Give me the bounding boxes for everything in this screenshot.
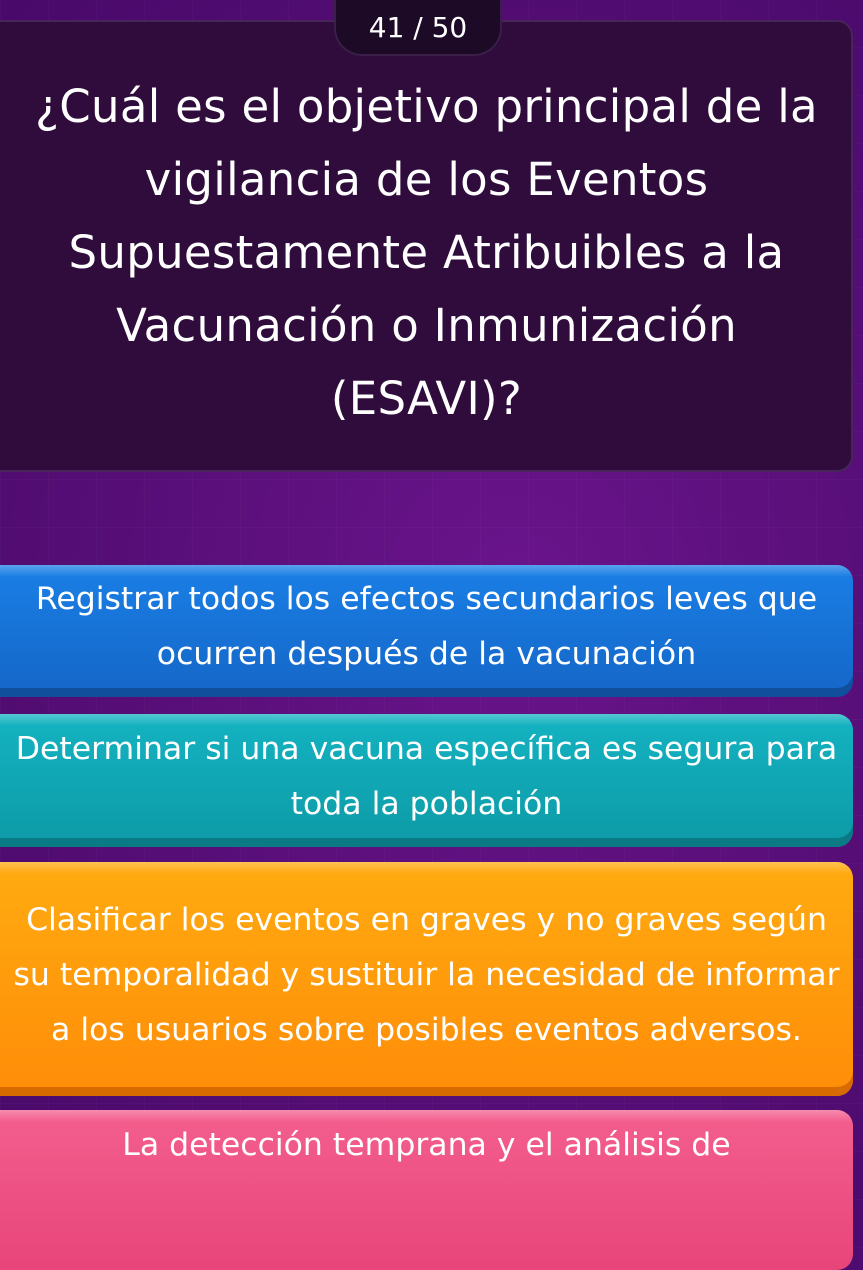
answer-option-4-label: La detección temprana y el análisis de	[122, 1127, 731, 1163]
answer-option-1[interactable]	[0, 565, 853, 697]
question-text: ¿Cuál es el objetivo principal de la vigilancia de los Eventos Supuestamente Atribuibles a la Vacunación o Inmunización (ESAVI)?	[35, 79, 818, 425]
answer-option-4[interactable]	[0, 1110, 853, 1270]
question-card	[0, 20, 853, 472]
answer-option-3[interactable]	[0, 862, 853, 1096]
answer-option-1-label: Registrar todos los efectos secundarios leves que ocurren después de la vacunación	[35, 581, 818, 672]
answer-option-2[interactable]	[0, 714, 853, 847]
question-counter-text: 41 / 50	[368, 10, 468, 44]
question-counter	[334, 0, 502, 56]
answer-option-3-label: Clasificar los eventos en graves y no graves según su temporalidad y sustituir la necesidad de informar a los usuarios sobre posibles eventos adversos.	[13, 901, 840, 1048]
answer-option-2-label: Determinar si una vacuna específica es segura para toda la población	[15, 730, 838, 822]
